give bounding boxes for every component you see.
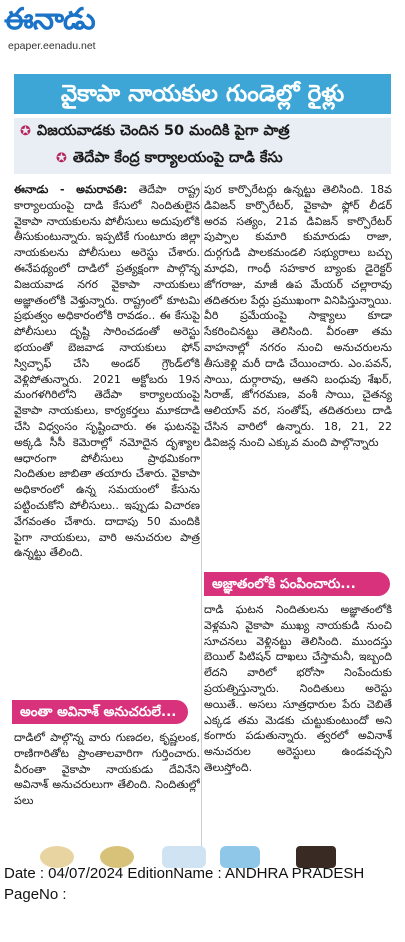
left-column-section bbox=[14, 730, 200, 860]
section-banner-avinash: అంతా అవినాశ్ అనుచరులే... bbox=[12, 700, 188, 724]
page-footer: Date : 04/07/2024 EditionName : ANDHRA PRADESH PageNo : bbox=[4, 865, 365, 903]
section-banner-underground: అజ్ఞాతంలోకి పంపించారు... bbox=[204, 572, 390, 596]
left-column-text: తెదేపా రాష్ట్ర కార్యాలయంపై దాడి కేసులో నిందితులైన వైకాపా నాయకులను పోలీసులు అదుపులోకి తీసుకుంటున్నారు. ఇప్పటికే గుంటూరు జిల్లా నాయకులను పోలీసులు అరెస్టు చేశారు. ఈనేపథ్యంలో దాడిలో ప్రత్యక్షంగా పాల్గొన్న విజయవాడ నగర వైకాపా నాయకులు అజ్ఞాతంలోకి వెళ్తున్నారు. రాష్ట్రంలో కూటమి ప్రభుత్వం అధికారంలోకి రావడం.. ఈ కేసుపై పోలీసులు దృష్టి సారించడంతో అరెస్టు భయంతో బెజవాడ నాయకులు ఫోన్ స్విచ్ఛాఫ్ చేసి అండర్ గ్రౌండ్‌లోకి వెళ్లిపోతున్నారు. 2021 అక్టోబరు 19న మంగళగిరిలోని తెదేపా కార్యాలయంపై వైకాపా నాయకులు, కార్యకర్తలు మూకదాడి చేసి విధ్వంసం సృష్టించారు. ఈ ఘటనపై అక్కడి సీసీ కెమెరాల్లో నమోదైన దృశ్యాల ఆధారంగా పోలీసులు ప్రాథమికంగా నిందితుల జాబితా తయారు చేశారు. వైకాపా అధికారంలో ఉన్న సమయంలో కేసును పట్టించుకోని పోలీసులు.. ఇప్పుడు విచారణ వేగవంతం చేశారు. దాదాపు 50 మందికి పైగా నాయకులు, వారి అనుచరుల పాత్ర ఉన్నట్టు తేలింది. bbox=[14, 183, 200, 560]
subhead-1-text: విజయవాడకు చెందిన 50 మందికి పైగా పాత్ర bbox=[36, 123, 290, 139]
subhead-2-text: తెదేపా కేంద్ర కార్యాలయంపై దాడి కేసు bbox=[72, 150, 283, 166]
epaper-url[interactable]: epaper.eenadu.net bbox=[8, 40, 96, 52]
byline: ఈనాడు - అమరావతి: bbox=[14, 183, 128, 196]
right-column bbox=[204, 182, 392, 574]
masthead bbox=[0, 0, 405, 62]
eenadu-logo[interactable]: ఈనాడు bbox=[4, 2, 95, 37]
subhead-2 bbox=[56, 150, 283, 170]
column-divider bbox=[201, 182, 202, 862]
left-column bbox=[14, 182, 200, 702]
right-section-text: దాడి ఘటన నిందితులను అజ్ఞాతంలోకి వెళ్లమని వైకాపా ముఖ్య నాయకుడి నుంచి సూచనలు వెళ్లినట్టు తెలిసింది. ముందస్తు బెయిల్ పిటిషన్ దాఖలు చేస్తామనీ, ఇబ్బంది లేదని వారిలో భరోసా నింపేందుకు ప్రయత్నిస్తున్నారు. నిందితులు అరెస్టు అయితే.. అసలు సూత్రధారుల పేరు చెబితే ఎక్కడ తమ మెడకు చుట్టుకుంటుందో అని కంగారు పడుతున్నారు. త్వరలో అవినాశ్ అనుచరుల అరెస్టులు ఉండవచ్చని తెలుస్తోంది. bbox=[204, 603, 392, 774]
left-section-text: దాడిలో పాల్గొన్న వారు గుణదల, కృష్ణలంక, రాణిగారితోట ప్రాంతాలవారిగా గుర్తించారు. వీరంతా వైకాపా నాయకుడు దేవినేని అవినాశ్ అనుచరులుగా తేలింది. నిందితుల్లో పలు bbox=[14, 731, 200, 808]
star-bullet-icon: ✪ bbox=[56, 151, 67, 166]
right-column-section bbox=[204, 602, 392, 860]
article-headline: వైకాపా నాయకుల గుండెల్లో రైళ్లు bbox=[14, 74, 391, 114]
star-bullet-icon: ✪ bbox=[20, 124, 31, 139]
right-column-text: పుర కార్పొరేటర్లు ఉన్నట్టు తెలిసింది. 18వ డివిజన్ కార్పొరేటర్, వైకాపా ఫ్లోర్ లీడర్ అరవ సత్యం, 21వ డివిజన్ కార్పొరేటర్ పుప్పాల కుమారి కుమారుడు రాజా, దుర్గగుడి పాలకమండలి సభ్యురాలు బచ్చు మాధవి, గాంధీ సహకార బ్యాంకు డైరెక్టర్ జోగరాజు, మాజీ ఉప మేయర్ చల్లారావు తదితరుల పేర్లు ప్రముఖంగా వినిపిస్తున్నాయి. వీరి ప్రమేయంపై సాక్ష్యాలు కూడా సేకరించినట్టు తెలిసింది. వీరంతా తమ వాహనాల్లో నగరం నుంచి అనుచరులను తీసుకెళ్లి మరీ దాడి చేయించారు. ఎం.పవన్, సాయి, దుర్గారావు, ఆతని బంధువు శేఖర్, సిరాజ్, జోగరమణ, వంశీ సాయి, చైతన్య ఆలియాస్ వర, సంతోష్, తదితరులు దాడి చేసిన వారిలో ఉన్నారు. 18, 21, 22 డివిజన్ల నుంచి ఎక్కువ మంది పాల్గొన్నారు bbox=[204, 183, 392, 449]
subhead-1 bbox=[20, 123, 290, 143]
